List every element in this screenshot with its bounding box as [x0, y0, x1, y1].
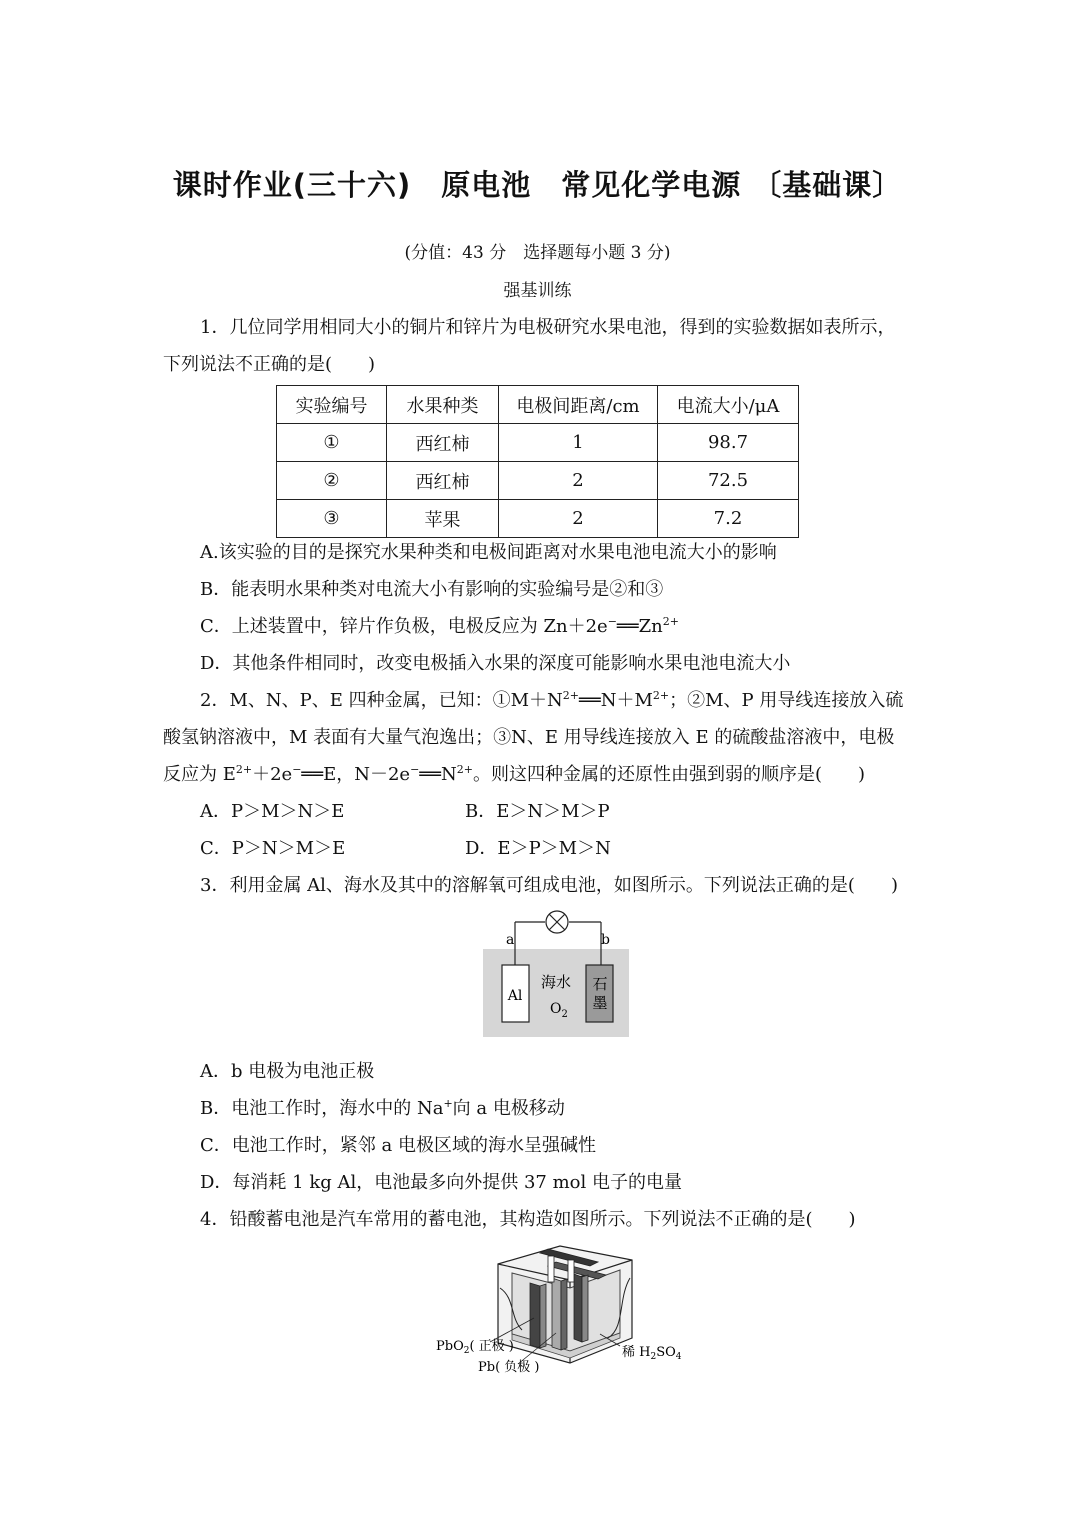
- table-row: [277, 500, 799, 538]
- q2-stem-line1: 2．M、N、P、E 四种金属，已知：$①M+N^{2+}══N+M^{2+}$；②M、P 用导线连接放入硫: [200, 689, 904, 711]
- q1-option-c: C．上述装置中，锌片作负极，电极反应为 $Zn+2e^-══Zn^{2+}$: [200, 615, 679, 637]
- table-cell: 72.5: [658, 462, 799, 500]
- al-label: Al: [507, 988, 523, 1004]
- q2-option-a: A．P＞M＞N＞E: [200, 801, 345, 822]
- label-a: a: [506, 932, 515, 948]
- graphite-label-2: 墨: [592, 994, 608, 1012]
- table-cell: 2: [499, 500, 658, 538]
- acid-label: 稀 $H_2SO_4$: [622, 1345, 682, 1362]
- seawater-label: 海水: [540, 973, 572, 991]
- q2-option-b: B．E＞N＞M＞P: [465, 801, 610, 822]
- label-b: b: [601, 932, 610, 948]
- pb-label: Pb( 负极 ): [478, 1360, 540, 1375]
- table-cell: ①: [277, 424, 387, 462]
- table-cell: 98.7: [658, 424, 799, 462]
- table-cell: 西红柿: [387, 462, 499, 500]
- page-title: 课时作业(三十六) 原电池 常见化学电源 〔基础课〕: [172, 168, 903, 202]
- graphite-label-1: 石: [592, 975, 608, 993]
- table-header: 电流大小/μA: [658, 386, 799, 424]
- q2-stem-line3: 反应为 $E^{2+}+2e^-══E$，$N-2e^-══N^{2+}$。则这四种金属的还原性由强到弱的顺序是( ): [163, 763, 866, 785]
- q3-cell-diagram: [480, 905, 632, 1040]
- table-cell: ②: [277, 462, 387, 500]
- pb-plate: [552, 1278, 561, 1350]
- q3-option-a: A．b 电极为电池正极: [200, 1061, 375, 1082]
- table-cell: 7.2: [658, 500, 799, 538]
- table-header-row: [277, 386, 799, 424]
- table-header: 电极间距离/cm: [499, 386, 658, 424]
- table-cell: 苹果: [387, 500, 499, 538]
- table-header: 水果种类: [387, 386, 499, 424]
- o2-label: $O_2$: [550, 1001, 568, 1020]
- q3-stem: 3．利用金属 Al、海水及其中的溶解氧可组成电池，如图所示。下列说法正确的是( ): [200, 875, 898, 896]
- q2-option-c: C．P＞N＞M＞E: [200, 838, 346, 859]
- q3-option-c: C．电池工作时，紧邻 a 电极区域的海水呈强碱性: [200, 1135, 596, 1156]
- q2-stem-line2: 酸氢钠溶液中，M 表面有大量气泡逸出；③N、E 用导线连接放入 E 的硫酸盐溶液中，电极: [163, 727, 895, 748]
- q1-stem-line2: 下列说法不正确的是( ): [163, 354, 376, 375]
- table-row: [277, 424, 799, 462]
- table-cell: 西红柿: [387, 424, 499, 462]
- section-heading: 强基训练: [503, 281, 572, 301]
- table-cell: 2: [499, 462, 658, 500]
- pbo2-label: PbO$_2$( 正极 ): [436, 1339, 514, 1356]
- q1-data-table: [276, 385, 799, 538]
- q1-option-d: D．其他条件相同时，改变电极插入水果的深度可能影响水果电池电流大小: [200, 653, 791, 674]
- table-row: [277, 462, 799, 500]
- q1-option-a: A.该实验的目的是探究水果种类和电极间距离对水果电池电流大小的影响: [200, 542, 777, 563]
- q4-stem: 4．铅酸蓄电池是汽车常用的蓄电池，其构造如图所示。下列说法不正确的是( ): [200, 1209, 856, 1230]
- q4-lead-acid-battery-diagram: [430, 1238, 700, 1388]
- score-note: (分值：43 分 选择题每小题 3 分): [404, 243, 671, 263]
- q3-option-b: B．电池工作时，海水中的 Na+向 a 电极移动: [200, 1097, 565, 1119]
- table-header: 实验编号: [277, 386, 387, 424]
- table-cell: ③: [277, 500, 387, 538]
- table-cell: 1: [499, 424, 658, 462]
- pbo2-plate: [530, 1283, 540, 1348]
- q1-option-b: B．能表明水果种类对电流大小有影响的实验编号是②和③: [200, 579, 664, 600]
- q2-option-d: D．E＞P＞M＞N: [465, 838, 611, 859]
- q1-stem-line1: 1．几位同学用相同大小的铜片和锌片为电极研究水果电池，得到的实验数据如表所示，: [200, 317, 896, 338]
- q3-option-d: D．每消耗 1 kg Al，电池最多向外提供 37 mol 电子的电量: [200, 1172, 682, 1193]
